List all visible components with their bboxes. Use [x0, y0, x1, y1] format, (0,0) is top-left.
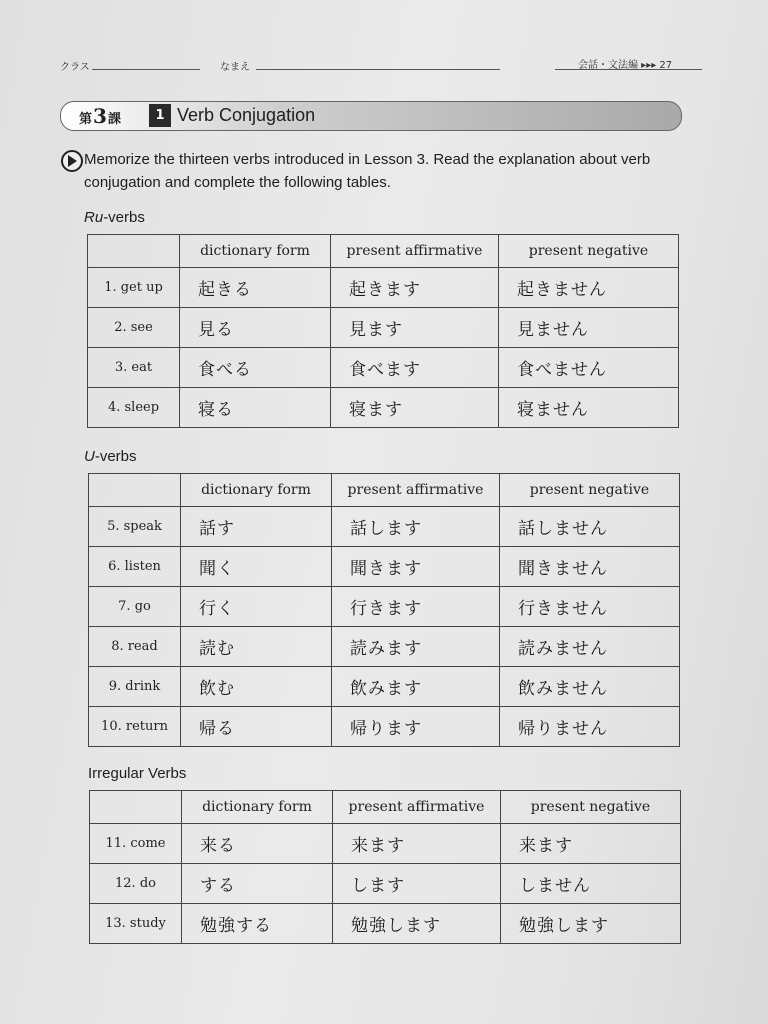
affirmative-cell: 見ます	[331, 308, 499, 348]
negative-cell: しません	[501, 864, 681, 904]
name-label: なまえ	[220, 62, 250, 73]
lesson-suffix: 課	[107, 112, 121, 127]
affirmative-cell: 帰ります	[332, 707, 500, 747]
dictionary-form-cell: 行く	[181, 587, 332, 627]
section-title-irregular-verbs	[88, 765, 186, 782]
negative-cell: 行きません	[500, 587, 680, 627]
class-field	[92, 69, 200, 70]
section-number: 1	[155, 108, 165, 123]
table-row	[89, 587, 680, 627]
verb-meaning: 4. sleep	[88, 388, 180, 428]
dictionary-form-cell: 来る	[182, 824, 333, 864]
negative-cell: 勉強します	[501, 904, 681, 944]
dictionary-form-cell: 勉強する	[182, 904, 333, 944]
dictionary-form-cell: 帰る	[181, 707, 332, 747]
dictionary-form-cell: 飲む	[181, 667, 332, 707]
dictionary-form-cell: 寝る	[180, 388, 331, 428]
affirmative-cell: 飲みます	[332, 667, 500, 707]
column-header-dictionary: dictionary form	[181, 474, 332, 507]
negative-cell: 起きません	[499, 268, 679, 308]
table-row	[89, 707, 680, 747]
dictionary-form-cell: 起きる	[180, 268, 331, 308]
table-header-row	[88, 235, 679, 268]
affirmative-cell: 来ます	[333, 824, 501, 864]
verb-meaning: 5. speak	[89, 507, 181, 547]
dictionary-form-cell: する	[182, 864, 333, 904]
affirmative-cell: 行きます	[332, 587, 500, 627]
negative-cell: 見ません	[499, 308, 679, 348]
column-header-dictionary: dictionary form	[182, 791, 333, 824]
table-row	[89, 627, 680, 667]
table-row	[89, 507, 680, 547]
affirmative-cell: 食べます	[331, 348, 499, 388]
verb-meaning: 1. get up	[88, 268, 180, 308]
page-reference-rule	[555, 69, 702, 70]
lesson-prefix: 第	[79, 112, 93, 127]
affirmative-cell: 読みます	[332, 627, 500, 667]
column-header-negative: present negative	[499, 235, 679, 268]
table-row	[90, 864, 681, 904]
affirmative-cell: 勉強します	[333, 904, 501, 944]
affirmative-cell: 起きます	[331, 268, 499, 308]
table-row	[88, 348, 679, 388]
section-title-u-rest: -verbs	[94, 448, 137, 465]
verb-meaning: 10. return	[89, 707, 181, 747]
column-header-affirmative: present affirmative	[331, 235, 499, 268]
verb-meaning: 13. study	[90, 904, 182, 944]
play-icon	[61, 150, 83, 172]
table-row	[88, 268, 679, 308]
column-header-dictionary: dictionary form	[180, 235, 331, 268]
negative-cell: 食べません	[499, 348, 679, 388]
negative-cell: 寝ません	[499, 388, 679, 428]
column-header-affirmative: present affirmative	[332, 474, 500, 507]
column-header-affirmative: present affirmative	[333, 791, 501, 824]
affirmative-cell: 寝ます	[331, 388, 499, 428]
dictionary-form-cell: 聞く	[181, 547, 332, 587]
affirmative-cell: します	[333, 864, 501, 904]
instruction-text: Memorize the thirteen verbs introduced in Lesson 3. Read the explanation about verb conjugation and complete the following tables.	[84, 151, 651, 191]
negative-cell: 飲みません	[500, 667, 680, 707]
negative-cell: 来ます	[501, 824, 681, 864]
page-reference: 会話・文法編 ▸▸▸ 27	[578, 60, 673, 71]
dictionary-form-cell: 見る	[180, 308, 331, 348]
verb-meaning: 7. go	[89, 587, 181, 627]
lesson-number: 3	[93, 104, 107, 128]
lesson-title: Verb Conjugation	[177, 105, 316, 125]
dictionary-form-cell: 話す	[181, 507, 332, 547]
negative-cell: 話しません	[500, 507, 680, 547]
section-title-u-italic: U	[84, 448, 95, 465]
lesson-number-badge	[76, 104, 124, 126]
dictionary-form-cell: 食べる	[180, 348, 331, 388]
table-row	[88, 388, 679, 428]
verb-meaning: 3. eat	[88, 348, 180, 388]
irregular-verbs-table	[89, 790, 681, 944]
section-title-ru-rest: -verbs	[103, 209, 145, 226]
section-title-ru-italic: Ru	[84, 209, 104, 226]
corner-cell	[88, 235, 180, 268]
table-row	[89, 667, 680, 707]
verb-meaning: 9. drink	[89, 667, 181, 707]
column-header-negative: present negative	[500, 474, 680, 507]
table-header-row	[90, 791, 681, 824]
affirmative-cell: 話します	[332, 507, 500, 547]
negative-cell: 帰りません	[500, 707, 680, 747]
corner-cell	[90, 791, 182, 824]
column-header-negative: present negative	[501, 791, 681, 824]
affirmative-cell: 聞きます	[332, 547, 500, 587]
table-row	[90, 824, 681, 864]
verb-meaning: 6. listen	[89, 547, 181, 587]
table-header-row	[89, 474, 680, 507]
table-row	[90, 904, 681, 944]
class-label: クラス	[60, 62, 90, 73]
negative-cell: 聞きません	[500, 547, 680, 587]
verb-meaning: 12. do	[90, 864, 182, 904]
dictionary-form-cell: 読む	[181, 627, 332, 667]
section-title-irregular-rest: Irregular Verbs	[88, 765, 187, 782]
section-title-ru-verbs	[84, 209, 145, 226]
verb-meaning: 11. come	[90, 824, 182, 864]
section-number-box	[149, 104, 171, 127]
ru-verbs-table	[87, 234, 679, 428]
table-row	[89, 547, 680, 587]
verb-meaning: 8. read	[89, 627, 181, 667]
negative-cell: 読みません	[500, 627, 680, 667]
table-row	[88, 308, 679, 348]
verb-meaning: 2. see	[88, 308, 180, 348]
u-verbs-table	[88, 473, 680, 747]
section-title-u-verbs	[84, 448, 137, 465]
corner-cell	[89, 474, 181, 507]
name-field	[256, 69, 500, 70]
